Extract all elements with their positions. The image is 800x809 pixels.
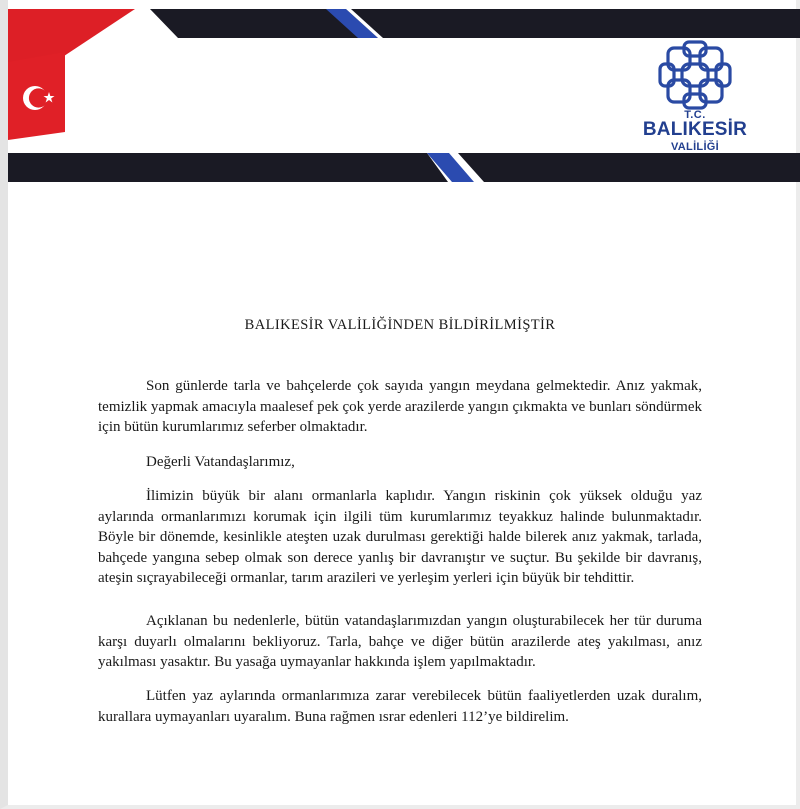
paragraph-block-3 [98, 486, 702, 589]
document-body [98, 376, 702, 438]
paragraph-5: Lütfen yaz aylarında ormanlarımıza zarar verebilecek bütün faaliyetlerden uzak duralım, kurallara uymayanları uyaralım. Buna rağmen ısrar edenleri 112’ye bildirelim. [98, 688, 702, 725]
letterhead [0, 0, 800, 200]
logo-suffix: VALİLİĞİ [670, 141, 720, 153]
paragraph-block-5 [98, 686, 702, 727]
salutation-block [98, 452, 702, 473]
paragraph-1: Son günlerde tarla ve bahçelerde çok sayıda yangın meydana gelmektedir. Anız yakmak, temizlik yapmak amacıyla maalesef pek çok yerde arazilerde yangın çıkmakta ve bunları söndürmek için bütün kurumlarımız seferber olmaktadır. [98, 378, 702, 435]
logo-prefix: T.C. [684, 109, 706, 121]
paragraph-3: İlimizin büyük bir alanı ormanlarla kaplıdır. Yangın riskinin çok yüksek olduğu yaz aylarında ormanlarımızı korumak için ilgili tüm kurumlarımız teyakkuz halinde bulunmaktadır. Böyle bir dönemde, kesinlikle ateşten uzak durulması gerektiği halde bilerek anız yakmak, tarlada, bahçede yangına sebep olmak son derece yanlış bir davranıştır ve suçtur. Bu şekilde bir davranış, ateşin sıçrayabileceği ormanlar, tarım arazileri ve yerleşim yerleri için büyük bir tehdittir. [98, 488, 702, 586]
bottom-band [8, 153, 448, 182]
paragraph-4: Açıklanan bu nedenlerle, bütün vatandaşlarımızdan yangın oluşturabilecek her tür duruma karşı duyarlı olmalarını bekliyoruz. Tarla, bahçe ve diğer bütün arazilerde ateş yakılması, anız yakılması yasaktır. Bu yasağa uymayanlar hakkında işlem yapılmaktadır. [98, 613, 702, 670]
salutation: Değerli Vatandaşlarımız, [146, 454, 295, 470]
top-band [150, 9, 800, 38]
letterhead-graphics [0, 0, 800, 200]
flag-ribbon-top [8, 9, 135, 62]
logo-name: BALIKESİR [642, 119, 748, 140]
bottom-band-right [458, 153, 800, 182]
document-title: BALIKESİR VALİLİĞİNDEN BİLDİRİLMİŞTİR [244, 317, 556, 333]
balikesir-valiligi-emblem-icon [660, 42, 730, 108]
paragraph-block-4 [98, 611, 702, 673]
